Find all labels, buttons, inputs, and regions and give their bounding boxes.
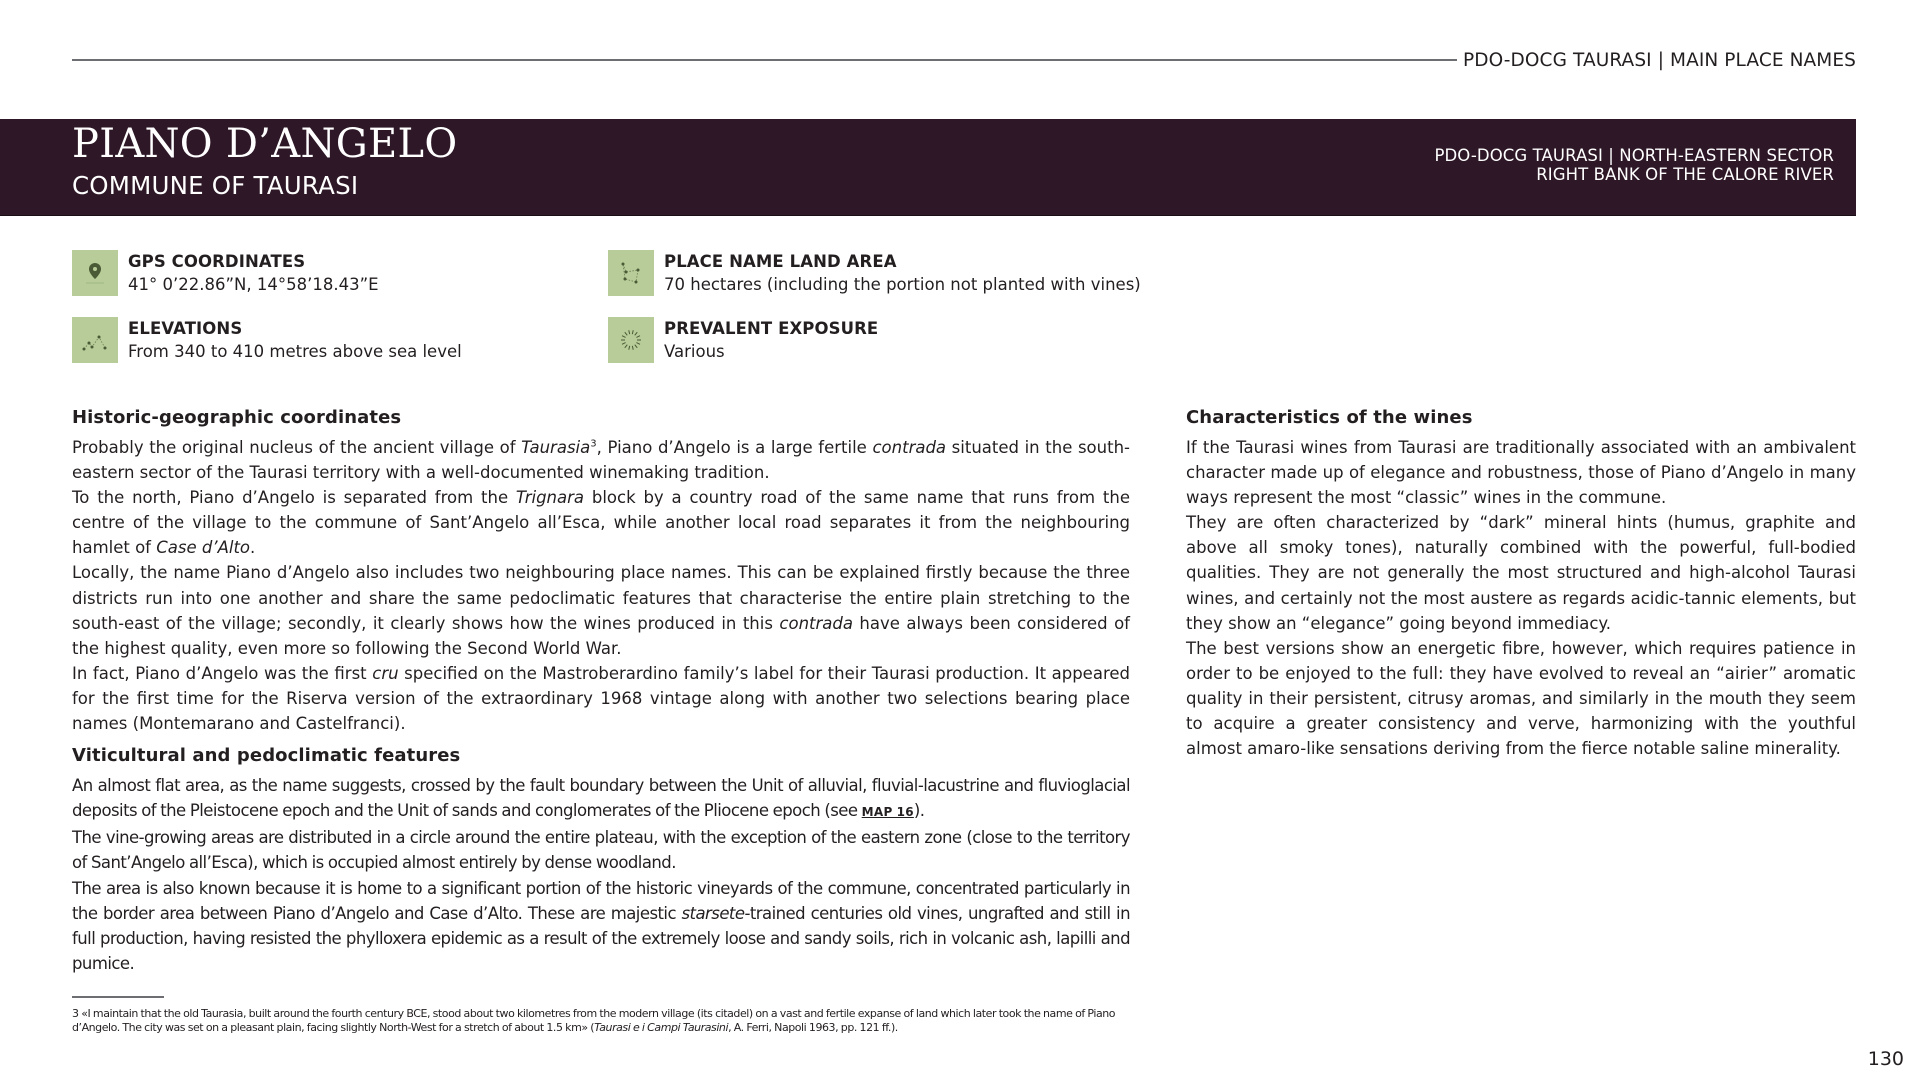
map-link[interactable]: MAP 16: [861, 805, 914, 820]
sun-ray: [635, 332, 637, 335]
fact-value: From 340 to 410 metres above sea level: [128, 342, 462, 361]
zone-label-line2: RIGHT BANK OF THE CALORE RIVER: [1536, 164, 1834, 184]
paragraph: In fact, Piano d’Angelo was the first cru specified on the Mastroberardino family’s label for their Taurasi production. It appeared for the first time for the Riserva version of the extraordinary 1968 vintage along with another two selections bearing place names (Montemarano and Castelfranci).: [72, 663, 1130, 734]
header-rule: [72, 59, 1457, 61]
land-area-polygon-icon: [608, 250, 654, 296]
sun-ray: [629, 330, 630, 334]
fact-label: PLACE NAME LAND AREA: [664, 252, 897, 271]
title-banner: [0, 119, 1856, 215]
paragraph: If the Taurasi wines from Taurasi are traditionally associated with an ambivalent character made up of elegance and robustness, those of Piano d’Angelo in many ways represent the most “classic” wines in the commune.: [1186, 438, 1856, 508]
fact-elevations: [72, 317, 462, 364]
fact-grid: [72, 250, 1172, 370]
map-pin-icon: [72, 250, 118, 296]
paragraph: They are often characterized by “dark” mineral hints (humus, graphite and above all smoky tones), naturally combined with the powerful, full-bodied qualities. They are not generally the most structured and high-alcohol Taurasi wines, and certainly not the most austere as regards acidic-tannic elements, but they show an “elegance” going beyond immediacy.: [1186, 513, 1856, 633]
elevation-profile-icon: [72, 317, 118, 363]
running-header-text: PDO-DOCG TAURASI | MAIN PLACE NAMES: [1463, 49, 1856, 71]
fact-land-area: [608, 250, 1141, 297]
sun-ray: [632, 346, 633, 350]
right-column: [1186, 405, 1856, 761]
sun-ray: [625, 345, 627, 348]
running-header: [72, 46, 1856, 74]
left-column: [72, 405, 1130, 976]
sun-ray: [629, 346, 630, 350]
sun-ray: [622, 336, 626, 338]
section-heading-viticultural: Viticultural and pedoclimatic features: [72, 745, 461, 767]
fact-label: GPS COORDINATES: [128, 252, 306, 271]
sun-ray: [625, 332, 627, 335]
fact-gps: [72, 250, 379, 297]
footnote-rule: [72, 996, 164, 998]
page-number: 130: [1867, 1048, 1904, 1070]
paragraph: An almost flat area, as the name suggests, crossed by the fault boundary between the Unit of alluvial, fluvial-lacustrine and fluvioglacial deposits of the Pleistocene epoch and the Unit of sands and conglomerates of the Pliocene epoch (see MAP 16).: [72, 776, 1130, 821]
paragraph: Locally, the name Piano d’Angelo also includes two neighbouring place names. This can be explained firstly because the three districts run into one another and share the same pedoclimatic features that characterise the entire plain stretching to the south-east of the village; secondly, it clearly shows how the wines produced in this contrada have always been considered of the highest quality, even more so following the Second World War.: [72, 563, 1130, 658]
sun-ray: [636, 336, 640, 338]
sun-ray: [632, 330, 633, 334]
footnote: 3 «I maintain that the old Taurasia, built around the fourth century BCE, stood about two kilometres from the modern village (its citadel) on a vast and fertile expanse of land which later took the name of Piano d’Angelo. The city was set on a pleasant plain, facing slightly North-West for a stretch of about 1.5 km» (Taurasi e i Campi Taurasini, A. Ferri, Napoli 1963, pp. 121 ff.).: [72, 1007, 1116, 1034]
fact-value: 70 hectares (including the portion not planted with vines): [664, 275, 1141, 294]
fact-label: ELEVATIONS: [128, 319, 243, 338]
footnote-number: 3: [72, 1007, 79, 1020]
footnote-ref[interactable]: 3: [590, 438, 597, 450]
paragraph: The area is also known because it is home to a significant portion of the historic vineyards of the commune, concentrated particularly in the border area between Piano d’Angelo and Case d’Alto. These are majestic starsete-trained centuries old vines, ungrafted and still in full production, having resisted the phylloxera epidemic as a result of the extremely loose and sandy soils, rich in volcanic ash, lapilli and pumice.: [72, 878, 1130, 973]
fact-value: Various: [664, 342, 725, 361]
zone-label: [1434, 147, 1834, 184]
sun-ray: [635, 345, 637, 348]
zone-label-line1: PDO-DOCG TAURASI | NORTH-EASTERN SECTOR: [1434, 146, 1834, 165]
sun-ray: [636, 343, 640, 345]
section-heading-historic: Historic-geographic coordinates: [72, 407, 402, 428]
page-title: PIANO D’ANGELO: [72, 121, 458, 167]
section-heading-wines: Characteristics of the wines: [1186, 407, 1473, 428]
paragraph: Probably the original nucleus of the ancient village of Taurasia$^3$, Piano d’Angelo is a large fertile contrada situated in the south-eastern sector of the Taurasi territory with a well-documented winemaking tradition.: [72, 438, 1130, 483]
paragraph: The best versions show an energetic fibre, however, which requires patience in order to be enjoyed to the full: they have evolved to reveal an “airier” aromatic quality in their persistent, citrusy aromas, and similarly in the mouth they seem to acquire a greater consistency and verve, harmonizing with the youthful almost amaro-like sensations deriving from the fierce notable saline minerality.: [1186, 638, 1856, 759]
page-subtitle: COMMUNE OF TAURASI: [72, 171, 359, 200]
fact-label: PREVALENT EXPOSURE: [664, 319, 879, 338]
fact-value: 41° 0’22.86”N, 14°58’18.43”E: [128, 275, 379, 294]
exposure-sun-icon: [608, 317, 654, 363]
sun-ray: [622, 343, 626, 345]
paragraph: The vine-growing areas are distributed in a circle around the entire plateau, with the exception of the eastern zone (close to the territory of Sant’Angelo all’Esca), which is occupied almost entirely by dense woodland.: [72, 828, 1130, 873]
paragraph: To the north, Piano d’Angelo is separated from the Trignara block by a country road of the same name that runs from the centre of the village to the commune of Sant’Angelo all’Esca, while another local road separates it from the neighbouring hamlet of Case d’Alto.: [72, 488, 1130, 558]
fact-exposure: [608, 317, 878, 364]
